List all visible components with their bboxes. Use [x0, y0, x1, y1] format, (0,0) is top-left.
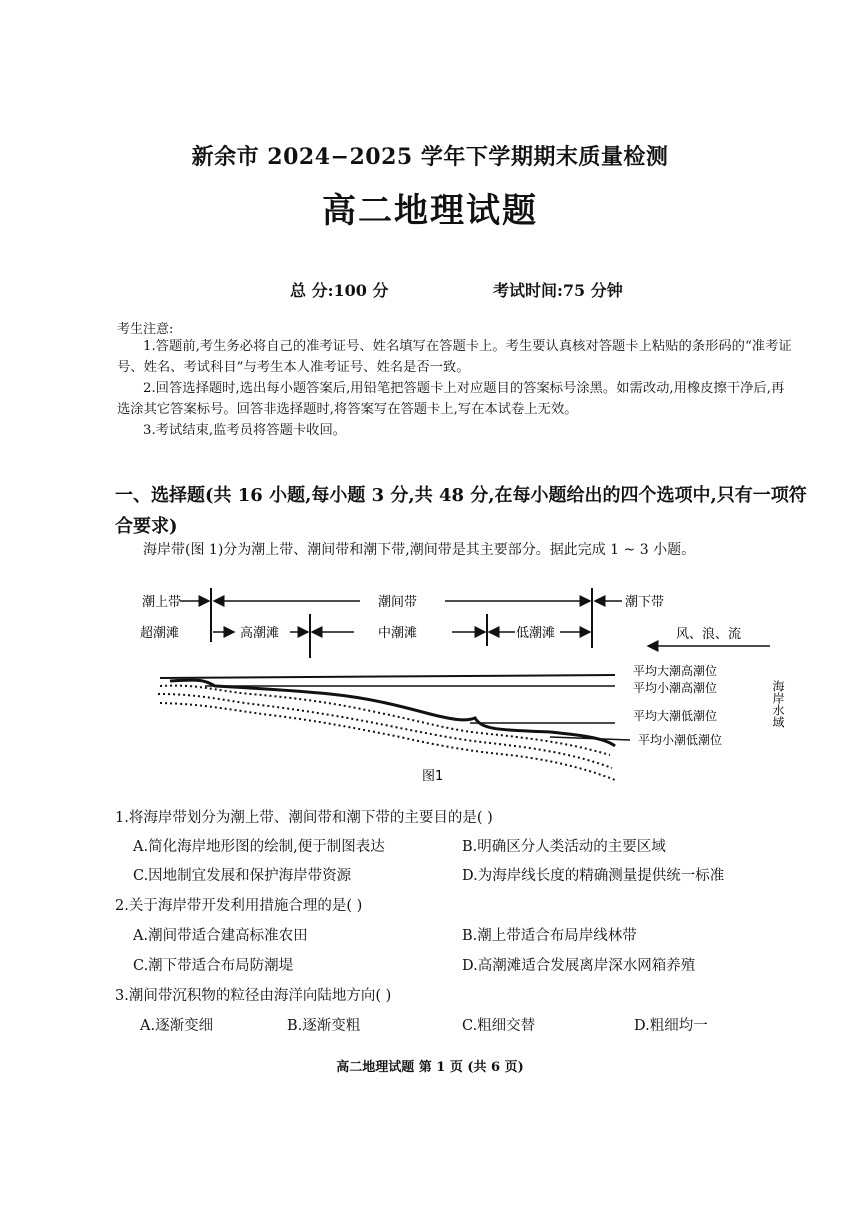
label-supratidal: 潮上带	[142, 595, 182, 610]
notice-list	[117, 336, 797, 441]
water-label: 海岸水域	[771, 680, 785, 728]
question-stem: 3.潮间带沉积物的粒径由海洋向陆地方向( )	[115, 988, 392, 1004]
notice-heading: 考生注意:	[117, 322, 174, 337]
level-label: 平均小潮低潮位	[638, 733, 723, 747]
question-option: B.潮上带适合布局岸线林带	[462, 928, 637, 944]
level-label: 平均大潮低潮位	[633, 709, 718, 723]
level-line	[160, 675, 615, 678]
exam-title: 新余市 2024−2025 学年下学期期末质量检测	[191, 144, 669, 170]
section-heading: 一、选择题(共 16 小题,每小题 3 分,共 48 分,在每小题给出的四个选项中,只有一项符合要求)	[115, 485, 807, 537]
notice-item: 3.考试结束,监考员将答题卡收回。	[143, 423, 347, 438]
page-footer: 高二地理试题 第 1 页 (共 6 页)	[336, 1060, 524, 1075]
coastal-zone-figure	[130, 580, 810, 795]
question-option: D.粗细均一	[634, 1018, 708, 1034]
notice-item: 1.答题前,考生务必将自己的准考证号、姓名填写在答题卡上。考生要认真核对答题卡上粘贴的条形码的“准考证号、姓名、考试科目”与考生本人准考证号、姓名是否一致。	[117, 339, 792, 375]
notice-item: 2.回答选择题时,选出每小题答案后,用铅笔把答题卡上对应题目的答案标号涂黑。如需改动,用橡皮擦干净后,再选涂其它答案标号。回答非选择题时,将答案写在答题卡上,写在本试卷上无效。	[117, 381, 785, 417]
question-option: C.潮下带适合布局防潮堤	[133, 958, 294, 974]
figure-caption: 图1	[422, 769, 444, 784]
question-option: B.逐渐变粗	[287, 1018, 361, 1034]
subject-title: 高二地理试题	[322, 191, 538, 231]
sediment-layer	[160, 686, 610, 755]
label-subtidal: 潮下带	[625, 595, 665, 610]
question-stem: 2.关于海岸带开发利用措施合理的是( )	[115, 898, 363, 914]
question-option: A.潮间带适合建高标准农田	[133, 928, 308, 944]
question-option: A.逐渐变细	[140, 1018, 214, 1034]
label-high-flat: 高潮滩	[240, 626, 280, 641]
label-middle-flat: 中潮滩	[378, 626, 418, 641]
question-stem: 1.将海岸带划分为潮上带、潮间带和潮下带的主要目的是( )	[115, 810, 493, 826]
question-option: D.高潮滩适合发展离岸深水网箱养殖	[462, 958, 696, 974]
label-forces: 风、浪、流	[676, 627, 742, 642]
label-intertidal: 潮间带	[378, 595, 418, 610]
total-score: 总 分:100 分	[290, 281, 389, 300]
label-super-flat: 超潮滩	[140, 626, 180, 641]
question-option: C.因地制宜发展和保护海岸带资源	[133, 868, 352, 884]
question-option: D.为海岸线长度的精确测量提供统一标准	[462, 868, 725, 884]
section-intro: 海岸带(图 1)分为潮上带、潮间带和潮下带,潮间带是其主要部分。据此完成 1 ~ 3 小题。	[143, 542, 696, 558]
exam-time: 考试时间:75 分钟	[493, 281, 623, 300]
question-option: B.明确区分人类活动的主要区域	[462, 839, 666, 855]
level-label: 平均小潮高潮位	[633, 681, 718, 695]
label-low-flat: 低潮滩	[516, 626, 556, 641]
level-label: 平均大潮高潮位	[633, 664, 718, 678]
question-option: C.粗细交替	[462, 1018, 536, 1034]
question-option: A.简化海岸地形图的绘制,便于制图表达	[133, 839, 385, 855]
